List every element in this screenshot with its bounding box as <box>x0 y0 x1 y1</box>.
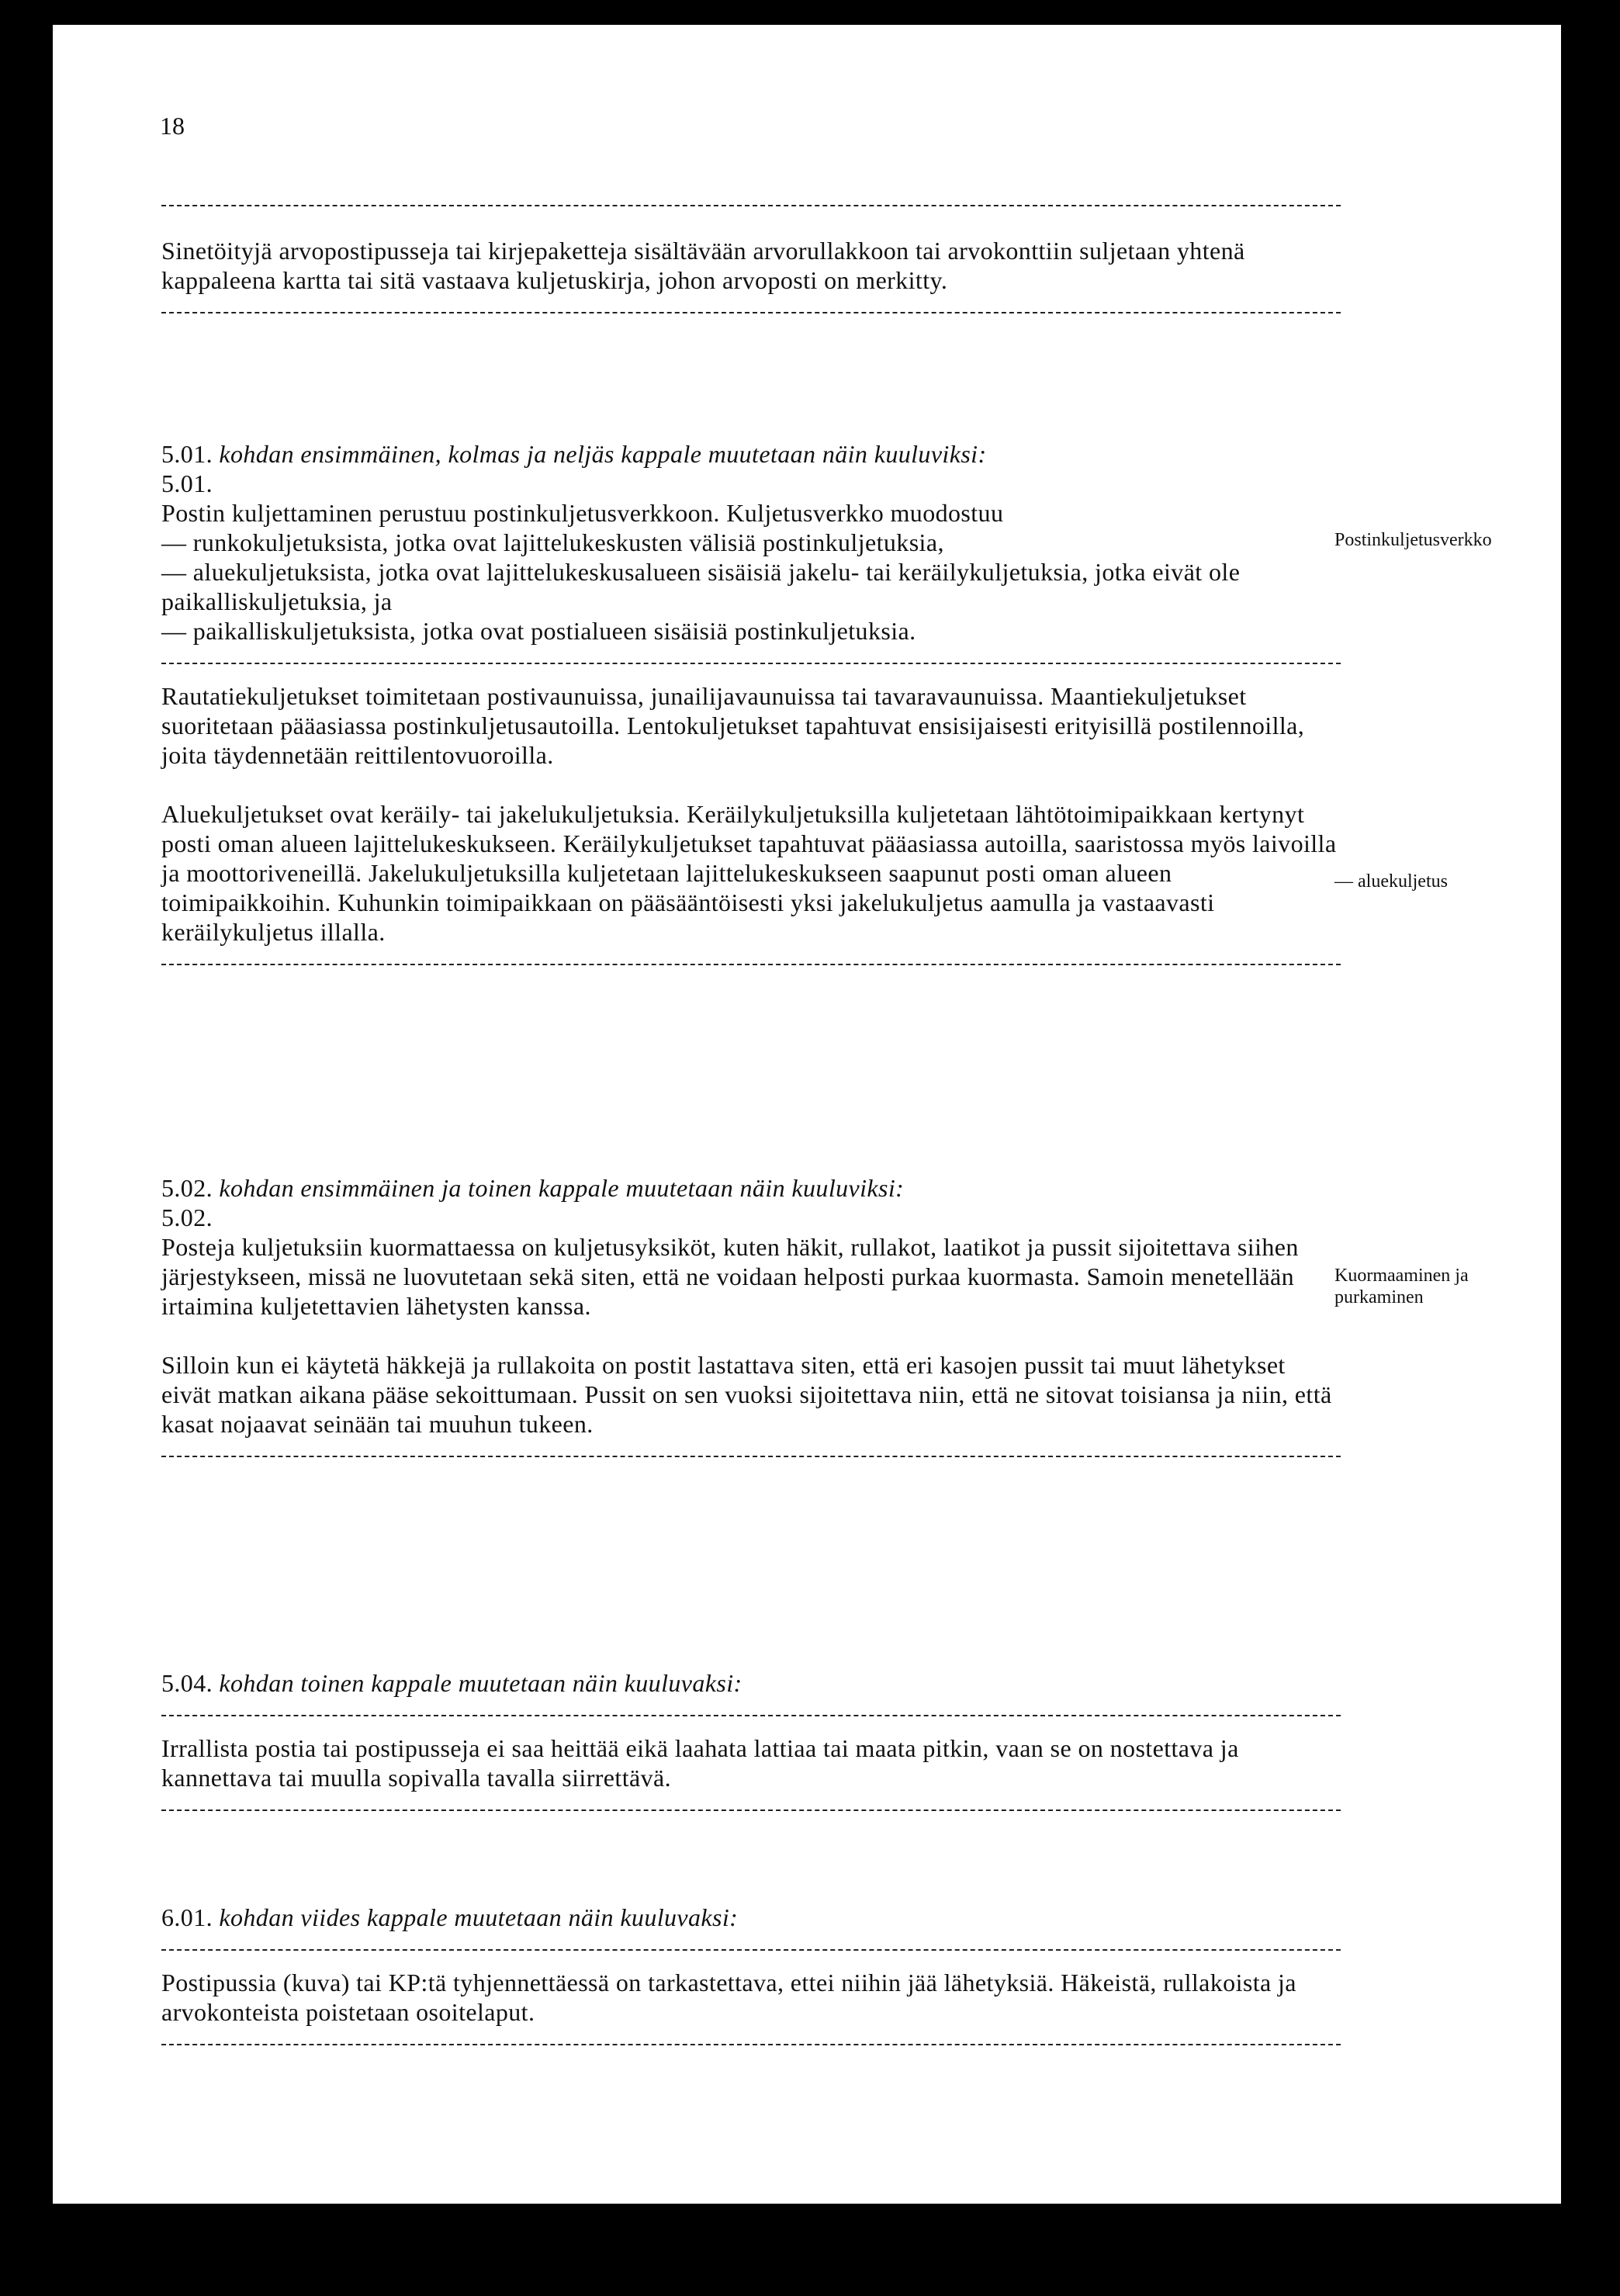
paragraph: Postipussia (kuva) tai KP:tä tyhjennettäessä on tarkastettava, ettei niihin jää lähetyksiä. Häkeistä, rullakoista ja arvokonteista poistetaan osoitelaput. <box>161 1969 1296 2026</box>
page-number: 18 <box>160 112 185 140</box>
dashed-separator <box>161 1809 1341 1811</box>
heading-text: kohdan viides kappale muutetaan näin kuuluvaksi: <box>219 1903 739 1931</box>
list-item: — paikalliskuljetuksista, jotka ovat postialueen sisäisiä postinkuljetuksia. <box>161 617 916 645</box>
paragraph: Irrallista postia tai postipusseja ei saa heittää eikä laahata lattiaa tai maata pitkin, vaan se on nostettava ja kannettava tai muulla sopivalla tavalla siirrettävä. <box>161 1734 1239 1792</box>
paragraph: Rautatiekuljetukset toimitetaan postivaunuissa, junailijavaunuissa tai tavaravaunuissa. Maantiekuljetukset suoritetaan pääasiassa postinkuljetusautoilla. Lentokuljetukset tapahtuvat ensisijaisesti erityisillä postilennoilla, joita täydennetään reittilentovuoroilla. <box>161 682 1305 769</box>
dashed-separator <box>161 1715 1341 1716</box>
heading-text: kohdan ensimmäinen, kolmas ja neljäs kappale muutetaan näin kuuluviksi: <box>219 440 987 468</box>
heading-number: 5.01. <box>161 440 213 468</box>
paragraph: Posteja kuljetuksiin kuormattaessa on kuljetusyksiköt, kuten häkit, rullakot, laatikot ja pussit sijoitettava siihen järjestykseen, missä ne luovutetaan sekä siten, että ne voidaan helposti purkaa kuormasta. Samoin menetellään irtaimina kuljetettavien lähetysten kanssa. <box>161 1233 1299 1320</box>
section-number: 5.01. <box>161 469 213 497</box>
amendment-heading <box>161 1668 1341 1698</box>
dashed-separator <box>161 964 1341 965</box>
section-number: 5.02. <box>161 1203 213 1231</box>
dashed-separator <box>161 1949 1341 1951</box>
section-5-04 <box>161 1668 1341 1811</box>
amendment-heading <box>161 439 1341 469</box>
amendment-heading <box>161 1173 1341 1203</box>
dashed-separator <box>161 1456 1341 1457</box>
section-6-01 <box>161 1903 1341 2045</box>
margin-note: Kuormaaminen ja purkaminen <box>1334 1266 1469 1307</box>
margin-note: Postinkuljetusverkko <box>1334 530 1492 550</box>
margin-note: — aluekuljetus <box>1334 871 1448 892</box>
document-page <box>53 25 1561 2204</box>
dashed-separator <box>161 312 1341 313</box>
paragraph: Sinetöityjä arvopostipusseja tai kirjepaketteja sisältävään arvorullakkoon tai arvokonttiin suljetaan yhtenä kappaleena kartta tai sitä vastaava kuljetuskirja, johon arvoposti on merkitty. <box>161 237 1245 294</box>
dashed-separator <box>161 663 1341 664</box>
paragraph: Aluekuljetukset ovat keräily- tai jakelukuljetuksia. Keräilykuljetuksilla kuljetetaan lähtötoimipaikkaan kertynyt posti oman alueen lajittelukeskukseen. Keräilykuljetukset tapahtuvat pääasiassa autoilla, saaristossa myös laivoilla ja moottoriveneillä. Jakelukuljetuksilla kuljetetaan lajittelukeskukseen saapunut posti oman alueen toimipaikkoihin. Kuhunkin toimipaikkaan on pääsääntöisesti yksi jakelukuljetus aamulla ja vastaavasti keräilykuljetus illalla. <box>161 800 1337 946</box>
amendment-heading <box>161 1903 1341 1932</box>
section-5-02 <box>161 1173 1341 1457</box>
list-item: — aluekuljetuksista, jotka ovat lajittelukeskusalueen sisäisiä jakelu- tai keräilykuljetuksia, jotka eivät ole paikalliskuljetuksia, ja <box>161 558 1241 615</box>
heading-number: 5.02. <box>161 1174 213 1202</box>
heading-text: kohdan ensimmäinen ja toinen kappale muutetaan näin kuuluviksi: <box>219 1174 905 1202</box>
paragraph: Postin kuljettaminen perustuu postinkuljetusverkkoon. Kuljetusverkko muodostuu <box>161 499 1004 527</box>
paragraph: Silloin kun ei käytetä häkkejä ja rullakoita on postit lastattava siten, että eri kasojen pussit tai muut lähetykset eivät matkan aikana pääse sekoittumaan. Pussit on sen vuoksi sijoitettava niin, että ne sitovat toisiansa ja niin, että kasat nojaavat seinään tai muuhun tukeen. <box>161 1351 1332 1438</box>
dashed-separator <box>161 205 1341 206</box>
dashed-separator <box>161 2044 1341 2045</box>
list-item: — runkokuljetuksista, jotka ovat lajittelukeskusten välisiä postinkuljetuksia, <box>161 528 944 556</box>
block-1 <box>161 205 1341 313</box>
heading-text: kohdan toinen kappale muutetaan näin kuuluvaksi: <box>219 1669 742 1697</box>
heading-number: 5.04. <box>161 1669 213 1697</box>
heading-number: 6.01. <box>161 1903 213 1931</box>
section-5-01 <box>161 439 1341 965</box>
